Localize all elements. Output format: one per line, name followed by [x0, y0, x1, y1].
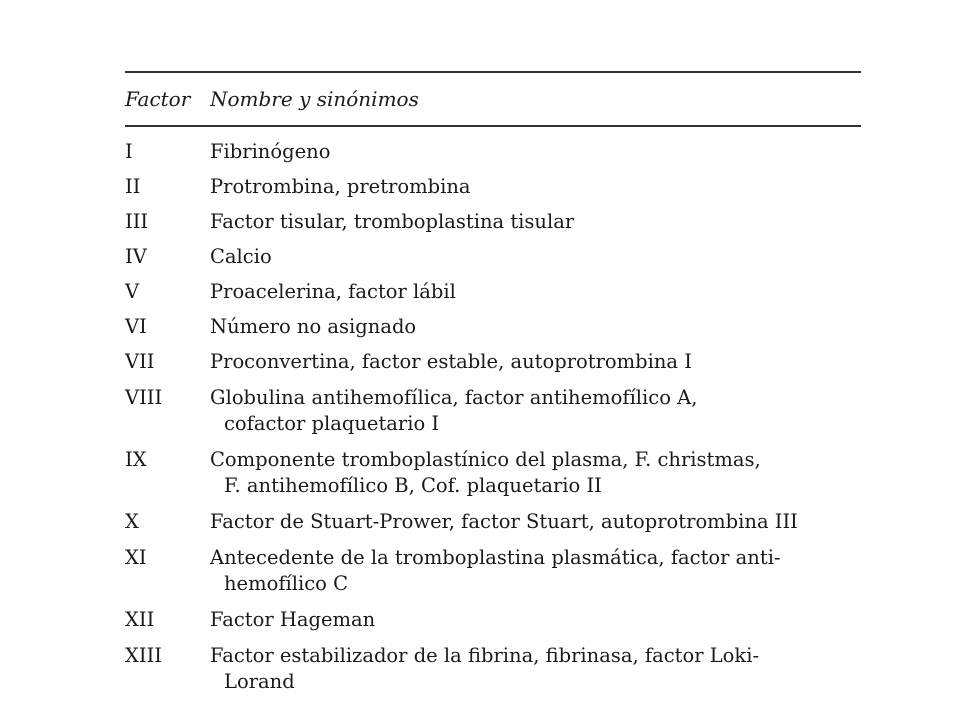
factor-names-line: Globulina antihemofílica, factor antihemofílico A,: [210, 386, 698, 409]
factor-names-line: Componente tromboplastínico del plasma, F. christmas,: [210, 448, 761, 471]
header-rule: [125, 125, 861, 127]
factor-number: XI: [125, 546, 147, 569]
factor-number: VIII: [125, 386, 163, 409]
factor-names-line: Factor tisular, tromboplastina tisular: [210, 210, 575, 233]
table-row: [125, 139, 861, 165]
table-row: [125, 643, 861, 695]
factor-number: XIII: [125, 644, 162, 667]
table-row: [125, 209, 861, 235]
factor-names: [210, 139, 861, 165]
factor-names: [210, 209, 861, 235]
factor-number: III: [125, 210, 149, 233]
factor-names: [210, 174, 861, 200]
factor-number: XII: [125, 608, 155, 631]
table-row: [125, 244, 861, 270]
table-row: [125, 509, 861, 535]
table-row: [125, 279, 861, 305]
factor-number: VI: [125, 315, 147, 338]
factor-number: I: [125, 140, 133, 163]
factor-names: [210, 447, 861, 499]
factor-names-line: Número no asignado: [210, 315, 417, 338]
factor-names-line: Factor Hageman: [210, 608, 376, 631]
header-factor: Factor: [125, 87, 191, 111]
factor-names-line: Factor de Stuart-Prower, factor Stuart, autoprotrombina III: [210, 510, 798, 533]
table-row: [125, 545, 861, 597]
table-header: [125, 73, 861, 125]
factor-names: [210, 279, 861, 305]
table-row: [125, 174, 861, 200]
factor-names: [210, 314, 861, 340]
factor-names-line: Proacelerina, factor lábil: [210, 280, 456, 303]
factor-number: VII: [125, 350, 155, 373]
table-row: [125, 314, 861, 340]
factor-number: IV: [125, 245, 147, 268]
factor-number: X: [125, 510, 139, 533]
table-row: [125, 607, 861, 633]
table-row: [125, 349, 861, 375]
table-body: [125, 139, 861, 695]
factor-names: [210, 244, 861, 270]
factor-names-line: Fibrinógeno: [210, 140, 331, 163]
factor-number: V: [125, 280, 140, 303]
factor-number: II: [125, 175, 141, 198]
factor-names: [210, 349, 861, 375]
factor-number: IX: [125, 448, 147, 471]
factor-names-line: Calcio: [210, 245, 272, 268]
factor-names-line: Factor estabilizador de la fibrina, fibrinasa, factor Loki-: [210, 644, 760, 667]
factor-names-line: Proconvertina, factor estable, autoprotrombina I: [210, 350, 692, 373]
factor-names: [210, 607, 861, 633]
table-row: [125, 385, 861, 437]
factor-names-line: Protrombina, pretrombina: [210, 175, 471, 198]
table-row: [125, 447, 861, 499]
coagulation-factors-table: [125, 71, 861, 705]
factor-names: [210, 385, 861, 437]
factor-names-continuation: cofactor plaquetario I: [224, 412, 440, 435]
factor-names-continuation: hemofílico C: [224, 572, 349, 595]
factor-names: [210, 545, 861, 597]
header-names: Nombre y sinónimos: [210, 87, 419, 111]
factor-names: [210, 643, 861, 695]
factor-names-continuation: Lorand: [224, 670, 295, 693]
factor-names-line: Antecedente de la tromboplastina plasmática, factor anti-: [210, 546, 781, 569]
factor-names: [210, 509, 861, 535]
factor-names-continuation: F. antihemofílico B, Cof. plaquetario II: [224, 474, 602, 497]
